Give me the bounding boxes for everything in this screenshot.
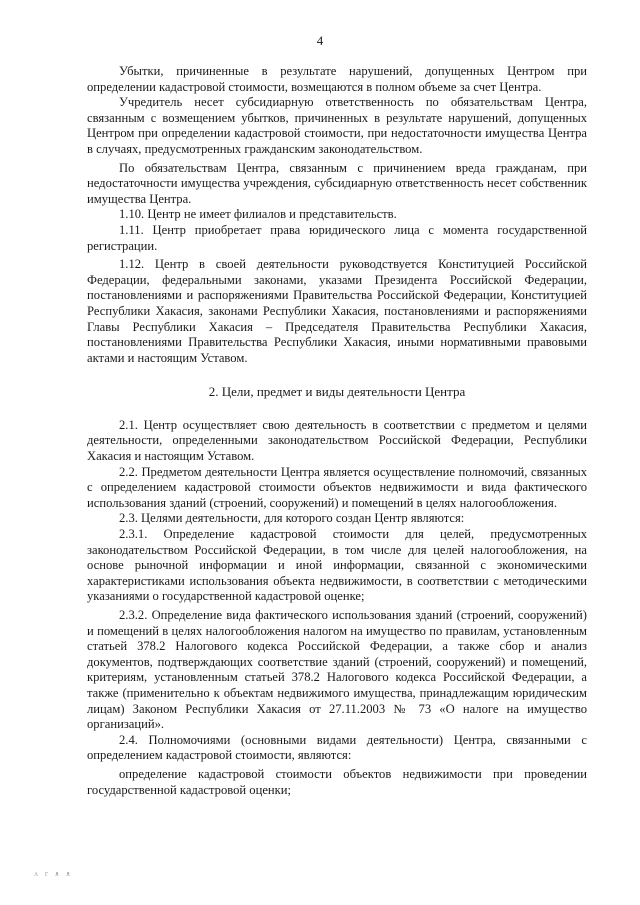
- paragraph: По обязательствам Центра, связанным с причинением вреда гражданам, при недостаточности имущества учреждения, субсидиарную ответственность несет собственник имущества Центра.: [87, 160, 587, 206]
- paragraph: Убытки, причиненные в результате нарушений, допущенных Центром при определении кадастровой стоимости, возмещаются в полном объеме за счет Центра.: [87, 64, 587, 94]
- page-number: 4: [316, 33, 324, 48]
- paragraph: 1.11. Центр приобретает права юридического лица с момента государственной регистрации.: [87, 222, 587, 253]
- paragraph: 1.10. Центр не имеет филиалов и представительств.: [119, 207, 397, 222]
- paragraph: 2.3. Целями деятельности, для которого создан Центр являются:: [119, 511, 465, 526]
- document-body: [87, 64, 587, 798]
- paragraph: Учредитель несет субсидиарную ответственность по обязательствам Центра, связанным с возмещением убытков, причиненных в результате нарушений, допущенных Центром при определении кадастровой стоимости, при недостаточности имущества Центра в случаях, предусмотренных гражданским законодательством.: [87, 95, 587, 156]
- scan-mark: ᴧ ᴦ ᴥ ᴥ: [34, 869, 72, 878]
- section-heading: 2. Цели, предмет и виды деятельности Центра: [208, 384, 466, 400]
- paragraph: 1.12. Центр в своей деятельности руководствуется Конституцией Российской Федерации, федеральными законами, указами Президента Российской Федерации, постановлениями и распоряжениями Правительства Российской Федерации, Конституцией Республики Хакасия, законами Республики Хакасия, постановлениями и распоряжениями Главы Республики Хакасия – Председателя Правительства Республики Хакасия, постановлениями Правительства Республики Хакасия, иными нормативными правовыми актами и настоящим Уставом.: [87, 257, 587, 365]
- paragraph: 2.3.2. Определение вида фактического использования зданий (строений, сооружений) и помещений в целях налогообложения налогом на имущество по правилам, установленным статьей 378.2 Налогового кодекса Российской Федерации, а также сбор и анализ документов, подтверждающих соответствие зданий (строений, сооружений) и помещений, критериям, установленным статьей 378.2 Налогового кодекса Российской Федерации, а также (применительно к объектам недвижимого имущества, принадлежащим юридическим лицам) Законом Республики Хакасия от 27.11.2003 № 73 «О налоге на имущество организаций».: [87, 608, 587, 732]
- paragraph: 2.1. Центр осуществляет свою деятельность в соответствии с предметом и целями деятельности, определенными законодательством Российской Федерации, Республики Хакасия и настоящим Уставом.: [87, 417, 587, 464]
- paragraph: 2.3.1. Определение кадастровой стоимости для целей, предусмотренных законодательством Российской Федерации, в том числе для целей налогообложения, на основе рыночной информации и иной информации, связанной с экономическими характеристиками использования объекта недвижимости, в соответствии с методическими указаниями о государственной кадастровой оценке;: [87, 527, 587, 604]
- paragraph: 2.2. Предметом деятельности Центра является осуществление полномочий, связанных с определением кадастровой стоимости объектов недвижимости и вида фактического использования зданий (строений, сооружений) и помещений в целях налогообложения.: [87, 464, 587, 510]
- paragraph: 2.4. Полномочиями (основными видами деятельности) Центра, связанными с определением кадастровой стоимости, являются:: [87, 732, 587, 763]
- paragraph: определение кадастровой стоимости объектов недвижимости при проведении государственной кадастровой оценки;: [87, 766, 587, 797]
